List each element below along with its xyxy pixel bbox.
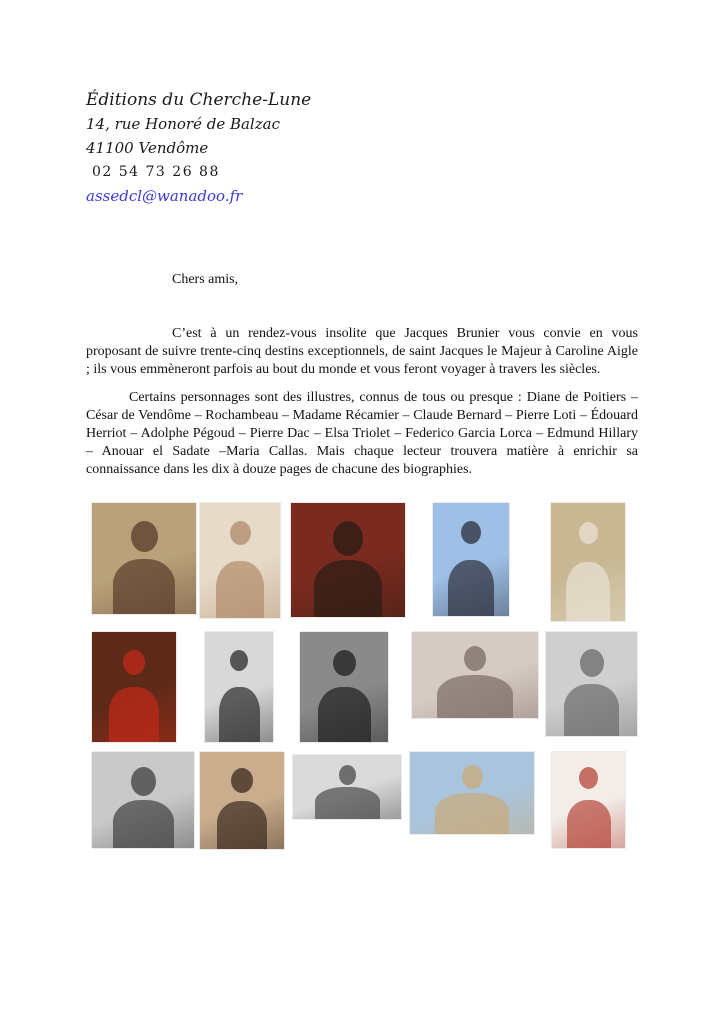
figure-head (579, 522, 598, 544)
photo-pierre-loti (205, 632, 273, 742)
figure-body (566, 562, 610, 621)
figure-body (318, 687, 371, 742)
photo-rochambeau-statue (433, 503, 509, 616)
figure-head (230, 521, 251, 545)
photo-adolphe-pegoud (412, 632, 538, 718)
figure-head (339, 765, 356, 785)
photo-pierre-dac (546, 632, 637, 736)
figure-head (131, 767, 156, 796)
figure-head (230, 650, 248, 671)
salutation: Chers amis, (172, 272, 239, 287)
figure-body (448, 560, 494, 616)
photo-madame-recamier (551, 503, 625, 621)
figure-head (464, 646, 486, 671)
paragraph-figures: Certains personnages sont des illustres, connus de tous ou presque : Diane de Poitiers – César de Vendôme – Rochambeau – Madame Récamier – Claude Bernard – Pierre Loti – Édouard Herriot – Adolphe Pégoud – Pierre Dac – Elsa Triolet – Federico Garcia Lorca – Edmund Hillary – Anouar el Sadate –Maria Callas. Mais chaque lecteur trouvera matière à enrichir sa connaissance dans les dix à douze pages de chacune des biographies. (86, 390, 638, 477)
figure-head (231, 768, 253, 793)
figure-body (437, 675, 513, 718)
photo-federico-garcia-lorca (200, 752, 284, 849)
figure-body (435, 793, 509, 834)
figure-head (461, 521, 481, 544)
street-address: 14, rue Honoré de Balzac (86, 115, 280, 133)
photo-maria-callas (552, 752, 625, 848)
photo-edmund-hillary (293, 755, 401, 819)
photo-elsa-triolet (92, 752, 194, 848)
figure-head (580, 649, 604, 677)
photo-claude-bernard (92, 632, 176, 742)
email-link[interactable]: assedcl@wanadoo.fr (86, 187, 243, 205)
letter-body (86, 325, 638, 489)
photo-diane-de-poitiers (200, 503, 280, 618)
photo-anouar-el-sadate (410, 752, 534, 834)
figure-head (123, 650, 145, 675)
figure-body (216, 561, 264, 618)
figure-body (567, 800, 611, 848)
figure-body (109, 687, 159, 742)
city-address: 41100 Vendôme (86, 139, 209, 157)
phone-number: 02 54 73 26 88 (92, 164, 220, 180)
paragraph-intro: C’est à un rendez-vous insolite que Jacques Brunier vous convie en vous proposant de suivre trente-cinq destins exceptionnels, de saint Jacques le Majeur à Caroline Aigle ; ils vous emmèneront parfois au bout du monde et vous feront voyager à travers les siècles. (86, 326, 638, 377)
figure-body (217, 801, 267, 849)
figure-body (315, 787, 380, 819)
figure-head (579, 767, 598, 789)
figure-body (113, 559, 175, 614)
figure-body (314, 560, 382, 617)
figure-head (462, 765, 483, 789)
figure-body (113, 800, 174, 848)
figure-head (333, 521, 363, 556)
publisher-name: Éditions du Cherche-Lune (86, 90, 312, 110)
figure-body (219, 687, 260, 742)
figure-body (564, 684, 619, 736)
figure-head (333, 650, 356, 676)
photo-cesar-de-vendome (291, 503, 405, 617)
letterhead (86, 88, 311, 208)
photo-painting-st-jacques (92, 503, 196, 614)
photo-edouard-herriot (300, 632, 388, 742)
figure-head (131, 521, 158, 552)
